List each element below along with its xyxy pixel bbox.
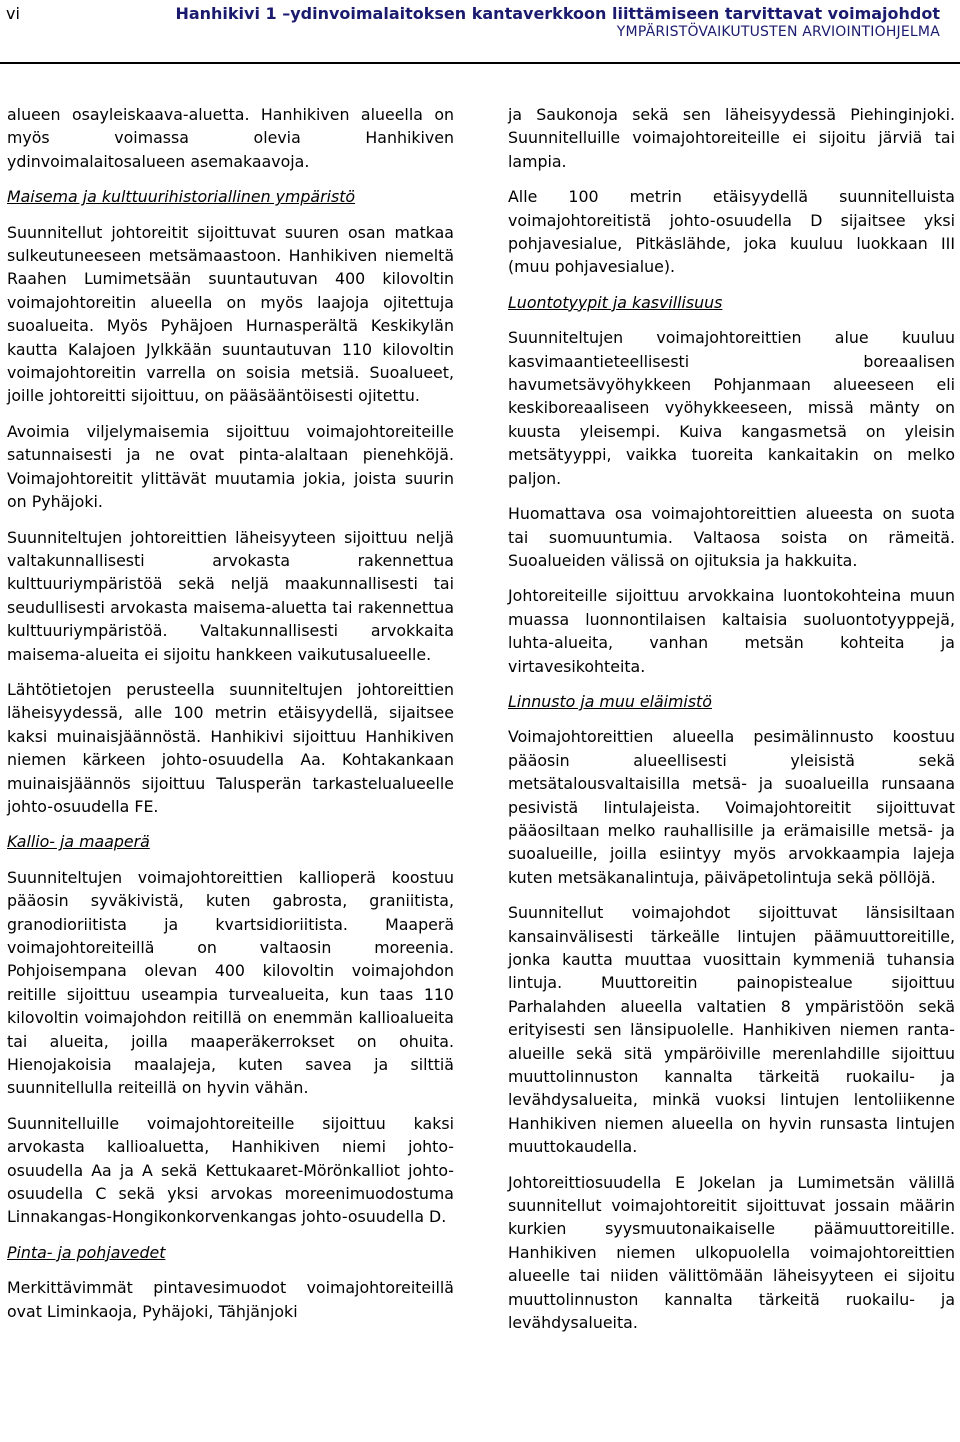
paragraph: Voimajohtoreittien alueella pesimälinnusto koostuu pääosin alueellisesti yleisistä sekä metsätalousvaltaisilla metsä- ja suoalueilla runsaana pesivistä lintulajeista. Voimajohtoreitit sijoittuvat pääosiltaan melko rauhallisille ja erämaisille metsä- ja suoalueille, joilla esiintyy myös arvokkaampia lajeja kuten metsäkanalintuja, päiväpetolintuja sekä pöllöjä. <box>508 727 955 887</box>
document-subtitle: YMPÄRISTÖVAIKUTUSTEN ARVIOINTIOHJELMA <box>616 24 940 40</box>
page-header <box>0 0 960 68</box>
paragraph: Johtoreiteille sijoittuu arvokkaina luontokohteina muun muassa luonnontilaisen kaltaisia suoluontotyyppejä, luhta-alueita, vanhan metsän kohteita ja virtavesikohteita. <box>508 586 955 676</box>
section-heading-linnusto: Linnusto ja muu eläimistö <box>508 691 712 711</box>
paragraph: Huomattava osa voimajohtoreittien alueesta on suota tai suomuuntumia. Valtaosa soista on rämeitä. Suoalueiden välissä on ojituksia ja hakkuita. <box>508 504 955 570</box>
paragraph: Suunniteltujen voimajohtoreittien kallioperä koostuu pääosin syväkivistä, kuten gabrosta, graniitista, granodioriitista ja kvartsidioriitista. Maaperä voimajohtoreiteillä on valtaosin moreenia. Pohjoisempana olevan 400 kilovoltin voimajohdon reitille sijoittuu useampia turvealueita, kun taas 110 kilovoltin voimajohdon reitillä on enemmän kallioalueita tai alueita, joilla maaperäkerrokset on ohuita. Hienojakoisia maalajeja, kuten savea ja silttiä suunnitellulla reiteillä on hyvin vähän. <box>7 867 454 1098</box>
paragraph: ja Saukonoja sekä sen läheisyydessä Piehinginjoki. Suunnitelluille voimajohtoreiteille ei sijoitu järviä tai lampia. <box>508 105 955 171</box>
paragraph: Suunnitelluille voimajohtoreiteille sijoittuu kaksi arvokasta kallioaluetta, Hanhikiven niemi johto-osuudella Aa ja A sekä Kettukaaret-Mörönkalliot johto-osuudella C sekä yksi arvokas moreenimuodostuma Linnakangas-Hongikonkorvenkangas johto-osuudella D. <box>7 1113 454 1227</box>
paragraph: Merkittävimmät pintavesimuodot voimajohtoreiteillä ovat Liminkaoja, Pyhäjoki, Tähjänjoki <box>7 1278 454 1321</box>
paragraph: alueen osayleiskaava-aluetta. Hanhikiven alueella on myös voimassa olevia Hanhikiven ydinvoimalaitosalueen asemakaavoja. <box>7 105 454 171</box>
section-heading-maisema: Maisema ja kulttuurihistoriallinen ympäristö <box>7 187 356 207</box>
paragraph: Alle 100 metrin etäisyydellä suunnitelluista voimajohtoreitistä johto-osuudella D sijaitsee yksi pohjavesialue, Pitkäslähde, joka kuuluu luokkaan III (muu pohjavesialue). <box>508 187 955 277</box>
paragraph: Lähtötietojen perusteella suunniteltujen johtoreittien läheisyydessä, alle 100 metrin etäisyydellä, sijaitsee kaksi muinaisjäännöstä. Hanhikivi sijoittuu Hanhikiven niemen kärkeen johto-osuudella Aa. Kohtakankaan muinaisjäännös sijoittuu Talusperän tarkastelualueelle johto-osuudella FE. <box>7 679 454 816</box>
header-rule <box>0 62 960 64</box>
right-column <box>508 103 955 1347</box>
paragraph: Suunnitellut johtoreitit sijoittuvat suuren osan matkaa sulkeutuneeseen metsämaastoon. Hanhikiven niemeltä Raahen Lumimetsään suuntautuvan 400 kilovoltin voimajohtoreitin alueella on myös laajoja ojitettuja suoalueita. Myös Pyhäjoen Hurnasperältä Keskikylän kautta Kalajoen Jylkkään suuntautuvan 110 kilovoltin voimajohtoreitin varrella on soisia metsiä. Suoalueet, joille johtoreitti sijoittuu, on pääsääntöisesti ojitettu. <box>7 222 454 406</box>
paragraph: Suunnitellut voimajohdot sijoittuvat länsisiltaan kansainvälisesti tärkeälle lintujen päämuuttoreitille, jonka kautta muuttaa vuosittain kymmeniä tuhansia lintuja. Muuttoreitin painopistealue sijoittuu Parhalahden alueella valtatien 8 ympäristöön sekä erityisesti sen länsipuolelle. Hanhikiven niemen ranta-alueille sekä sitä ympäröiville merenlahdille sijoittuu muuttolinnuston kannalta tärkeitä ruokailu- ja levähdysalueita, minkä vuoksi lintujen lentoliikenne Hanhikiven niemen alueella on hyvin runsasta lintujen muuttokaudella. <box>508 903 955 1157</box>
left-column <box>7 103 454 1335</box>
section-heading-pinta: Pinta- ja pohjavedet <box>7 1242 166 1262</box>
document-title: Hanhikivi 1 –ydinvoimalaitoksen kantaverkkoon liittämiseen tarvittavat voimajohdot <box>175 4 940 23</box>
section-heading-kallio: Kallio- ja maaperä <box>7 832 150 852</box>
paragraph: Avoimia viljelymaisemia sijoittuu voimajohtoreiteille satunnaisesti ja ne ovat pinta-alaltaan pienehköjä. Voimajohtoreitit ylittävät muutamia jokia, joista suurin on Pyhäjoki. <box>7 421 454 512</box>
paragraph: Suunniteltujen voimajohtoreittien alue kuuluu kasvimaantieteellisesti boreaalisen havumetsävyöhykkeen Pohjanmaan alueeseen eli keskiboreaaliseen vyöhykkeeseen, missä mänty on kuusta yleisempi. Kuiva kangasmetsä on yleisin metsätyyppi, vaikka tuoreita kankaitakin on melko paljon. <box>508 328 955 488</box>
paragraph: Johtoreittiosuudella E Jokelan ja Lumimetsän välillä suunnitellut voimajohtoreitit sijoittuvat jossain määrin kurkien syysmuutonaikaiselle päämuuttoreitille. Hanhikiven niemen ulkopuolella voimajohtoreittien alueelle tai niiden välittömään läheisyyteen ei sijoitu muuttolinnuston kannalta tärkeitä ruokailu- ja levähdysalueita. <box>508 1172 955 1333</box>
page-number: vi <box>6 4 20 23</box>
section-heading-luontotyypit: Luontotyypit ja kasvillisuus <box>508 292 723 312</box>
paragraph: Suunniteltujen johtoreittien läheisyyteen sijoittuu neljä valtakunnallisesti arvokasta rakennettua kulttuuriympäristöä sekä neljä maakunnallisesti tai seudullisesti arvokasta maisema-aluetta tai rakennettua kulttuuriympäristöä. Valtakunnallisesti arvokkaita maisema-alueita ei sijoitu hankkeen vaikutusalueelle. <box>7 527 454 664</box>
